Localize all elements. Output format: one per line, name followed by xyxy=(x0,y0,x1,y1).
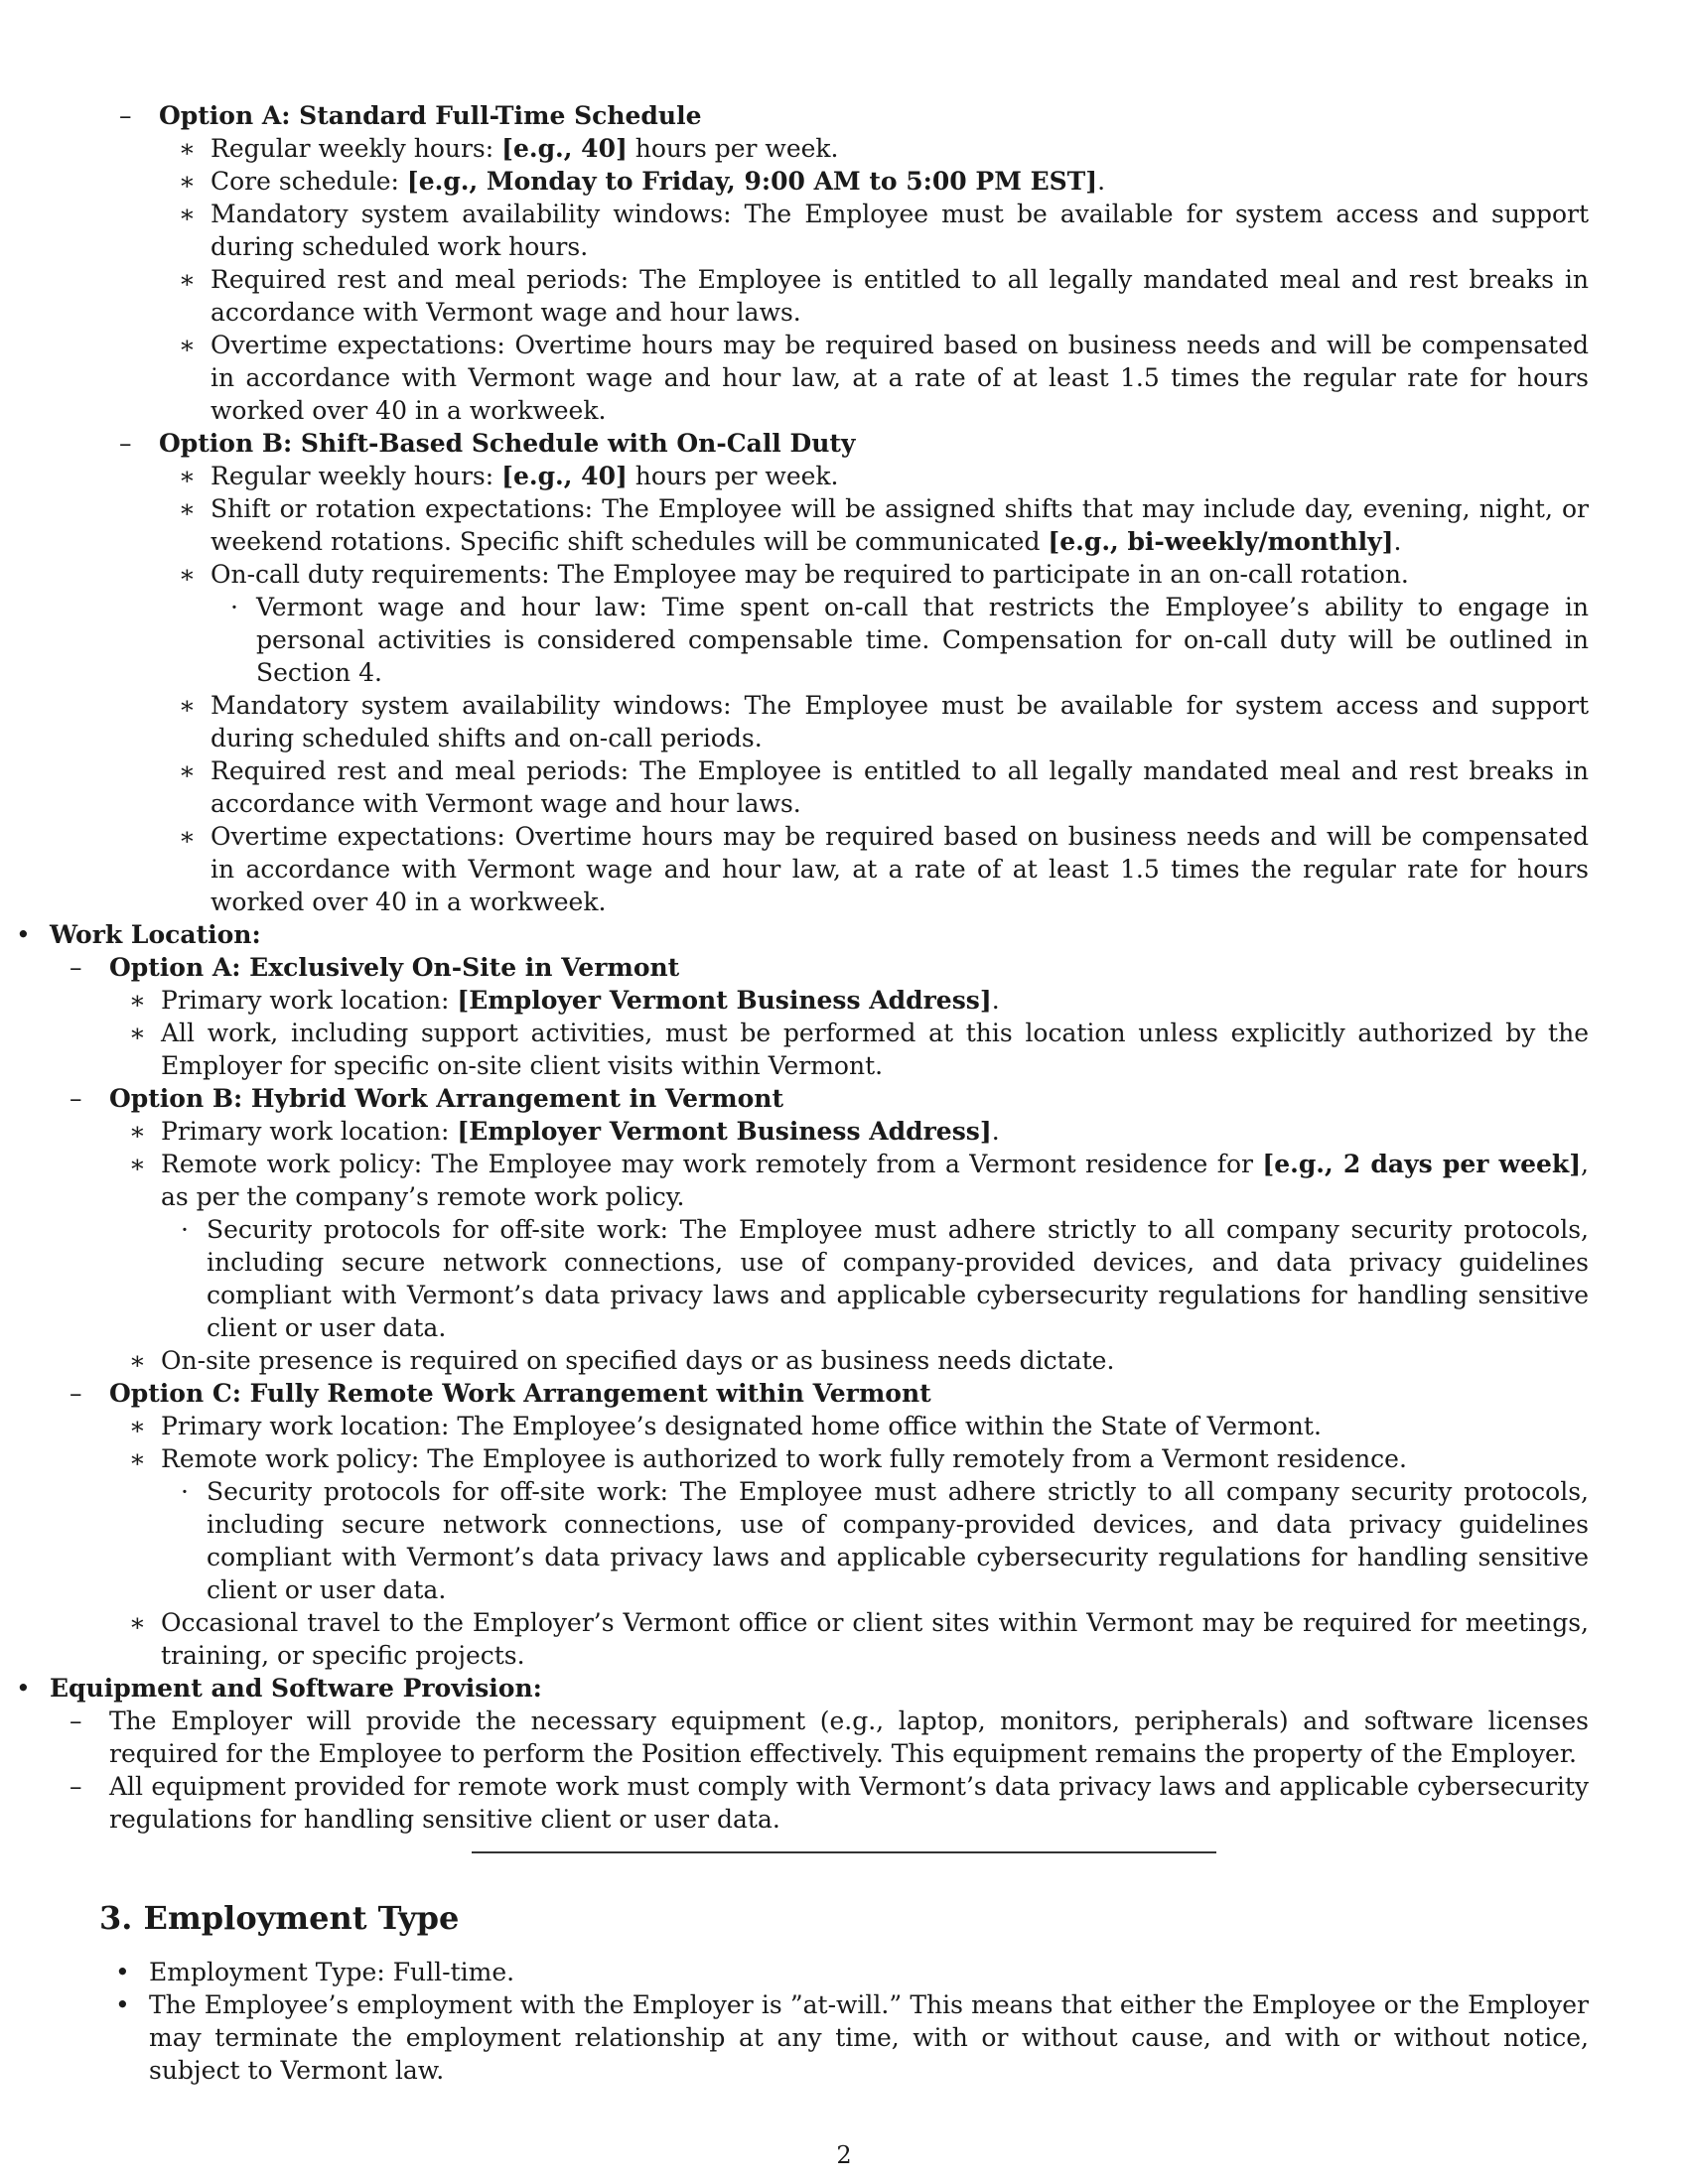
item-text: Regular weekly hours: xyxy=(211,462,502,490)
section-heading: Equipment and Software Provision: xyxy=(50,1674,542,1703)
item-text: hours per week. xyxy=(627,462,839,490)
list-item xyxy=(211,591,1589,689)
location-option-a xyxy=(50,951,1589,1082)
section-3-content xyxy=(99,1956,1589,2087)
item-text: Security protocols for off-site work: The Employee must adhere strictly to all company security protocols, including secure network connections, use of company-provided devices, and data privacy guidelines compliant with Vermont’s data privacy laws and applicable cybersecurity regulations for handling sensitive client or user data. xyxy=(207,1477,1589,1604)
item-text: Security protocols for off-site work: The Employee must adhere strictly to all company security protocols, including secure network connections, use of company-provided devices, and data privacy guidelines compliant with Vermont’s data privacy laws and applicable cybersecurity regulations for handling sensitive client or user data. xyxy=(207,1215,1589,1342)
list-marker: – xyxy=(119,101,132,130)
list-item xyxy=(109,1344,1589,1377)
option-items xyxy=(109,984,1589,1082)
placeholder-text: [e.g., 2 days per week] xyxy=(1262,1150,1582,1178)
list-marker: ∗ xyxy=(129,1412,146,1440)
list-marker: • xyxy=(16,920,31,949)
item-text: , as per the company’s remote work policy. xyxy=(161,1150,1589,1211)
list-item xyxy=(159,754,1589,820)
list-item xyxy=(159,558,1589,689)
item-text: All equipment provided for remote work must comply with Vermont’s data privacy laws and applicable cybersecurity regulations for handling sensitive client or user data. xyxy=(109,1772,1589,1834)
list-marker: ∗ xyxy=(179,494,196,523)
item-text: Remote work policy: The Employee is authorized to work fully remotely from a Vermont residence. xyxy=(161,1444,1407,1473)
list-item xyxy=(50,1705,1589,1770)
option-heading: Option C: Fully Remote Work Arrangement within Vermont xyxy=(109,1379,931,1408)
item-text: Shift or rotation expectations: The Employee will be assigned shifts that may include day, evening, night, or weekend rotations. Specific shift schedules will be communicated xyxy=(211,494,1589,556)
section-3-bullets xyxy=(79,1956,1589,2087)
list-item xyxy=(159,689,1589,754)
item-text: Mandatory system availability windows: The Employee must be available for system access and support during scheduled shifts and on-call periods. xyxy=(211,691,1589,752)
schedule-option-a xyxy=(99,99,1589,427)
list-item xyxy=(109,1148,1589,1344)
item-text: The Employer will provide the necessary equipment (e.g., laptop, monitors, peripherals) and software licenses required for the Employee to perform the Position effectively. This equipment remains the property of the Employer. xyxy=(109,1706,1589,1768)
item-text: Vermont wage and hour law: Time spent on-call that restricts the Employee’s ability to engage in personal activities is considered compensable time. Compensation for on-call duty will be outlined in Section 4. xyxy=(256,593,1589,687)
option-heading: Option A: Standard Full-Time Schedule xyxy=(159,101,702,130)
item-text: Primary work location: xyxy=(161,986,458,1015)
list-marker: – xyxy=(70,1379,82,1408)
horizontal-rule xyxy=(472,1851,1216,1853)
list-item xyxy=(161,1475,1589,1606)
location-option-b xyxy=(50,1082,1589,1377)
list-marker: ∗ xyxy=(179,756,196,785)
list-marker: ∗ xyxy=(129,1444,146,1473)
list-marker: ∗ xyxy=(179,265,196,294)
item-text: Occasional travel to the Employer’s Vermont office or client sites within Vermont may be required for meetings, training, or specific projects. xyxy=(161,1608,1589,1670)
item-text: Required rest and meal periods: The Employee is entitled to all legally mandated meal and rest breaks in accordance with Vermont wage and hour laws. xyxy=(211,756,1589,818)
list-marker: ∗ xyxy=(179,691,196,720)
item-text: Overtime expectations: Overtime hours may be required based on business needs and will be compensated in accordance with Vermont wage and hour law, at a rate of at least 1.5 times the regular rate for hours worked over 40 in a workweek. xyxy=(211,822,1589,916)
list-item xyxy=(159,132,1589,165)
list-marker: ∗ xyxy=(129,1150,146,1178)
item-text: All work, including support activities, must be performed at this location unless explicitly authorized by the Employer for specific on-site client visits within Vermont. xyxy=(161,1019,1589,1080)
list-marker: ∗ xyxy=(179,134,196,163)
item-text: Primary work location: The Employee’s designated home office within the State of Vermont. xyxy=(161,1412,1322,1440)
list-item xyxy=(50,1770,1589,1836)
item-text: Regular weekly hours: xyxy=(211,134,502,163)
item-text: Required rest and meal periods: The Employee is entitled to all legally mandated meal and rest breaks in accordance with Vermont wage and hour laws. xyxy=(211,265,1589,327)
work-location-section xyxy=(0,918,1589,1672)
work-location-options xyxy=(50,951,1589,1672)
list-item xyxy=(159,198,1589,263)
list-marker: ∗ xyxy=(179,200,196,228)
item-text: Mandatory system availability windows: The Employee must be available for system access and support during scheduled work hours. xyxy=(211,200,1589,261)
list-item xyxy=(109,1442,1589,1606)
list-item xyxy=(109,1606,1589,1672)
list-marker: ∗ xyxy=(179,560,196,589)
list-item xyxy=(79,1956,1589,1988)
list-marker: ∗ xyxy=(179,167,196,196)
list-marker: ∗ xyxy=(129,1019,146,1047)
placeholder-text: [e.g., 40] xyxy=(501,134,628,163)
list-marker: ∗ xyxy=(179,462,196,490)
item-text: . xyxy=(1097,167,1106,196)
section-title: 3. Employment Type xyxy=(99,1899,460,1937)
list-marker: • xyxy=(16,1674,31,1703)
list-marker: – xyxy=(70,1772,82,1801)
item-text: Employment Type: Full-time. xyxy=(149,1958,515,1986)
list-item xyxy=(159,165,1589,198)
list-marker: · xyxy=(181,1477,189,1506)
page-content xyxy=(16,99,1589,1836)
item-text: hours per week. xyxy=(627,134,839,163)
equipment-section xyxy=(0,1672,1589,1836)
list-item xyxy=(159,329,1589,427)
option-heading: Option B: Shift-Based Schedule with On-Call Duty xyxy=(159,429,856,458)
list-item xyxy=(161,1213,1589,1344)
list-marker: – xyxy=(70,953,82,982)
list-marker: · xyxy=(181,1215,189,1244)
list-item xyxy=(109,1115,1589,1148)
list-item xyxy=(159,460,1589,492)
item-text: . xyxy=(1393,527,1402,556)
option-items xyxy=(109,1115,1589,1377)
option-heading: Option A: Exclusively On-Site in Vermont xyxy=(109,953,680,982)
list-marker: ∗ xyxy=(129,1346,146,1375)
placeholder-text: [e.g., Monday to Friday, 9:00 AM to 5:00 PM EST] xyxy=(406,167,1098,196)
list-marker: ∗ xyxy=(179,822,196,851)
section-heading: Work Location: xyxy=(50,920,261,949)
list-marker: • xyxy=(115,1990,130,2019)
schedule-option-b xyxy=(99,427,1589,918)
list-marker: ∗ xyxy=(179,331,196,359)
list-item xyxy=(109,984,1589,1017)
sub-items xyxy=(161,1475,1589,1606)
option-heading: Option B: Hybrid Work Arrangement in Vermont xyxy=(109,1084,784,1113)
sub-items xyxy=(211,591,1589,689)
item-text: . xyxy=(991,986,1000,1015)
placeholder-text: [e.g., bi-weekly/monthly] xyxy=(1048,527,1394,556)
page-number: 2 xyxy=(836,2141,852,2169)
option-items xyxy=(109,1410,1589,1672)
list-marker: – xyxy=(70,1706,82,1735)
item-text: On-site presence is required on specified days or as business needs dictate. xyxy=(161,1346,1115,1375)
list-item xyxy=(79,1988,1589,2087)
schedule-options xyxy=(99,99,1589,918)
location-option-c xyxy=(50,1377,1589,1672)
list-marker: ∗ xyxy=(129,1117,146,1146)
section-bullets xyxy=(0,918,1589,1836)
placeholder-text: [e.g., 40] xyxy=(501,462,628,490)
list-marker: – xyxy=(70,1084,82,1113)
list-item xyxy=(159,820,1589,918)
list-item xyxy=(109,1410,1589,1442)
item-text: Core schedule: xyxy=(211,167,407,196)
option-b-items xyxy=(159,460,1589,918)
list-item xyxy=(159,492,1589,558)
item-text: The Employee’s employment with the Employer is ”at-will.” This means that either the Employee or the Employer may terminate the employment relationship at any time, with or without cause, and with or without notice, subject to Vermont law. xyxy=(149,1990,1589,2085)
placeholder-text: [Employer Vermont Business Address] xyxy=(457,1117,992,1146)
item-text: On-call duty requirements: The Employee may be required to participate in an on-call rotation. xyxy=(211,560,1409,589)
list-marker: ∗ xyxy=(129,986,146,1015)
list-marker: • xyxy=(115,1958,130,1986)
item-text: Remote work policy: The Employee may work remotely from a Vermont residence for xyxy=(161,1150,1263,1178)
list-item xyxy=(159,263,1589,329)
placeholder-text: [Employer Vermont Business Address] xyxy=(457,986,992,1015)
item-text: Overtime expectations: Overtime hours may be required based on business needs and will be compensated in accordance with Vermont wage and hour law, at a rate of at least 1.5 times the regular rate for hours worked over 40 in a workweek. xyxy=(211,331,1589,425)
option-a-items xyxy=(159,132,1589,427)
equipment-items xyxy=(50,1705,1589,1836)
sub-items xyxy=(161,1213,1589,1344)
list-marker: – xyxy=(119,429,132,458)
item-text: . xyxy=(991,1117,1000,1146)
item-text: Primary work location: xyxy=(161,1117,458,1146)
list-marker: · xyxy=(230,593,238,621)
list-item xyxy=(109,1017,1589,1082)
list-marker: ∗ xyxy=(129,1608,146,1637)
